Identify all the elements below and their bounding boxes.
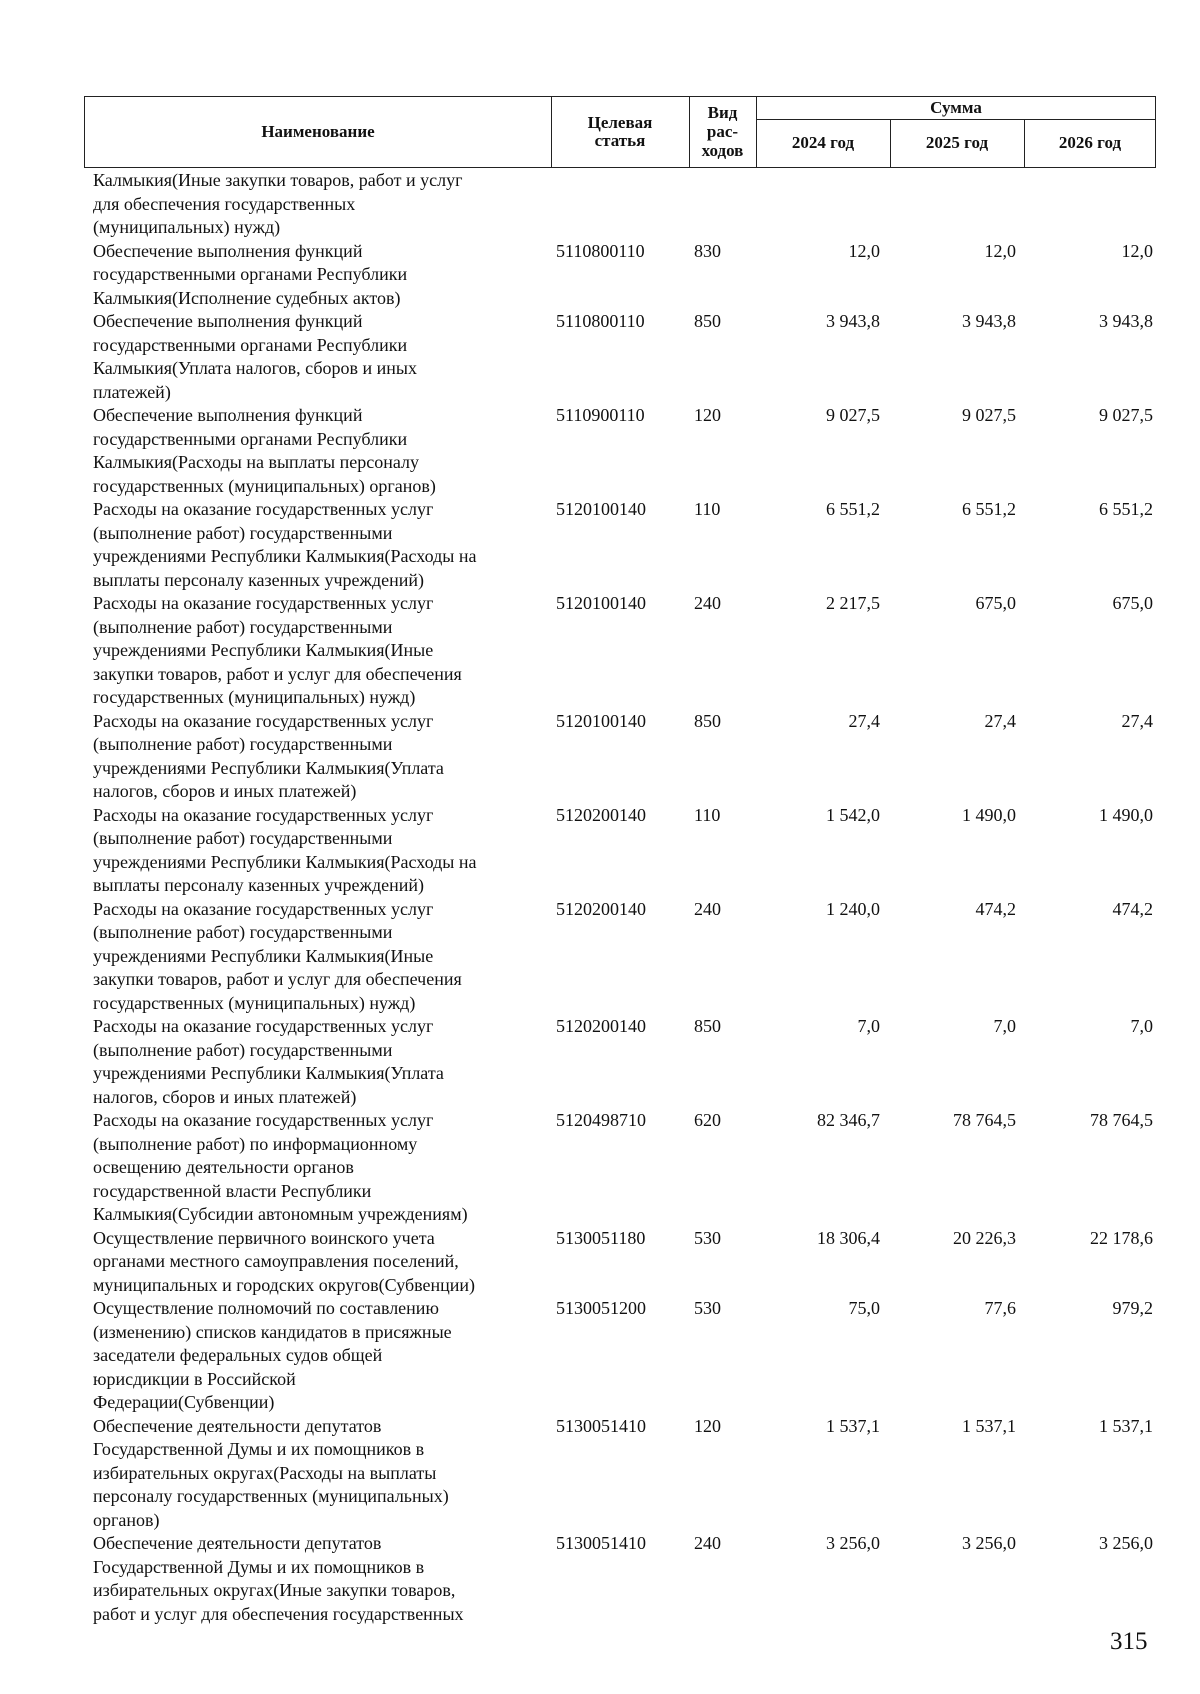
row-name <box>93 804 538 898</box>
row-expense-type: 240 <box>694 898 721 919</box>
row-name-line: (выполнение работ) государственными <box>93 522 393 543</box>
row-name-line: (изменению) списков кандидатов в присяжные <box>93 1321 452 1342</box>
row-sum-2026: 1 537,1 <box>1099 1415 1153 1436</box>
row-name <box>93 310 538 404</box>
row-name-line: Осуществление полномочий по составлению <box>93 1298 439 1318</box>
row-target-code: 5120100140 <box>556 593 646 613</box>
row-target-code: 5120100140 <box>556 499 646 519</box>
row-sum-2026: 27,4 <box>1121 710 1153 731</box>
row-name-line: закупки товаров, работ и услуг для обеспечения <box>93 969 462 989</box>
header-vid: Вид рас- ходов <box>701 103 744 160</box>
row-sum-2025: 6 551,2 <box>962 499 1016 519</box>
row-expense-type: 110 <box>694 804 721 825</box>
row-name-line: муниципальных и городских округов(Субвенции) <box>93 1274 476 1295</box>
row-name-line: государственных (муниципальных) нужд) <box>93 992 416 1013</box>
row-name-line: персоналу государственных (муниципальных) <box>93 1486 449 1506</box>
row-sum-2025: 9 027,5 <box>962 405 1016 425</box>
row-target-code: 5110800110 <box>556 240 645 261</box>
row-name-line: Калмыкия(Субсидии автономным учреждениям) <box>93 1204 468 1224</box>
row-name-line: государственными органами Республики <box>93 428 408 449</box>
row-target-code: 5110800110 <box>556 311 645 331</box>
row-name <box>93 1415 538 1533</box>
row-sum-2025: 77,6 <box>984 1298 1016 1318</box>
row-name-line: Калмыкия(Иные закупки товаров, работ и услуг <box>93 170 463 190</box>
row-name-line: государственными органами Республики <box>93 334 408 355</box>
row-name-line: Обеспечение выполнения функций <box>93 405 363 425</box>
row-name <box>93 1109 538 1227</box>
row-sum-2025: 474,2 <box>975 898 1016 919</box>
row-name-line: Калмыкия(Расходы на выплаты персоналу <box>93 452 420 472</box>
header-year-2025: 2025 год <box>925 132 989 152</box>
row-expense-type: 110 <box>694 499 721 519</box>
row-target-code: 5120498710 <box>556 1110 646 1130</box>
row-target-code: 5130051200 <box>556 1298 646 1318</box>
row-sum-2024: 82 346,7 <box>817 1110 880 1130</box>
row-name-line: учреждениями Республики Калмыкия(Уплата <box>93 1063 444 1083</box>
row-name-line: заседатели федеральных судов общей <box>93 1345 383 1365</box>
row-name-line: (выполнение работ) государственными <box>93 828 393 848</box>
row-sum-2026: 6 551,2 <box>1099 499 1153 519</box>
row-sum-2026: 12,0 <box>1121 240 1153 261</box>
row-sum-2026: 22 178,6 <box>1090 1227 1153 1248</box>
row-sum-2025: 3 943,8 <box>962 311 1016 331</box>
row-sum-2024: 7,0 <box>857 1016 880 1036</box>
row-name-line: Обеспечение деятельности депутатов <box>93 1415 382 1436</box>
row-sum-2025: 78 764,5 <box>953 1110 1016 1130</box>
row-sum-2024: 3 943,8 <box>826 311 880 331</box>
page-number: 315 <box>1110 1628 1148 1655</box>
row-name <box>93 240 538 311</box>
row-name-line: избирательных округах(Иные закупки товаров, <box>93 1580 456 1600</box>
row-sum-2024: 1 240,0 <box>826 898 880 919</box>
row-name-line: закупки товаров, работ и услуг для обеспечения <box>93 663 462 684</box>
row-name-line: (выполнение работ) государственными <box>93 1039 393 1060</box>
row-sum-2024: 18 306,4 <box>817 1227 880 1248</box>
row-name <box>93 1015 538 1109</box>
row-name-line: учреждениями Республики Калмыкия(Иные <box>93 945 434 966</box>
row-target-code: 5120200140 <box>556 1016 646 1036</box>
row-name-line: Калмыкия(Уплата налогов, сборов и иных <box>93 358 417 378</box>
row-name-line: учреждениями Республики Калмыкия(Уплата <box>93 757 444 778</box>
row-sum-2026: 9 027,5 <box>1099 405 1153 425</box>
row-sum-2024: 9 027,5 <box>826 405 880 425</box>
row-name-line: Расходы на оказание государственных услуг <box>93 804 434 825</box>
row-name <box>93 1532 538 1626</box>
row-expense-type: 120 <box>694 405 721 425</box>
header-sum: Сумма <box>930 98 982 117</box>
row-sum-2024: 75,0 <box>848 1298 880 1318</box>
row-sum-2024: 27,4 <box>848 710 880 731</box>
row-sum-2025: 7,0 <box>993 1016 1016 1036</box>
row-name-line: учреждениями Республики Калмыкия(Иные <box>93 640 434 660</box>
row-name-line: Расходы на оказание государственных услуг <box>93 898 434 919</box>
row-name-line: налогов, сборов и иных платежей) <box>93 1086 357 1107</box>
row-name-line: Обеспечение деятельности депутатов <box>93 1533 382 1553</box>
row-sum-2025: 20 226,3 <box>953 1227 1016 1248</box>
row-name-line: Государственной Думы и их помощников в <box>93 1556 425 1577</box>
row-name-line: Обеспечение выполнения функций <box>93 240 363 261</box>
row-expense-type: 530 <box>694 1298 721 1318</box>
row-name-line: работ и услуг для обеспечения государственных <box>93 1603 464 1624</box>
row-name-line: органов) <box>93 1509 160 1530</box>
row-target-code: 5120200140 <box>556 804 646 825</box>
row-expense-type: 850 <box>694 710 721 731</box>
table-header <box>84 96 1156 168</box>
row-name-line: органами местного самоуправления поселений, <box>93 1251 459 1271</box>
row-sum-2025: 12,0 <box>984 240 1016 261</box>
row-name-line: государственных (муниципальных) органов) <box>93 475 436 496</box>
row-name-line: государственными органами Республики <box>93 264 408 284</box>
row-expense-type: 830 <box>694 240 721 261</box>
row-name-line: выплаты персоналу казенных учреждений) <box>93 569 425 590</box>
row-expense-type: 240 <box>694 593 721 613</box>
row-sum-2026: 7,0 <box>1130 1016 1153 1036</box>
row-sum-2026: 675,0 <box>1112 593 1153 613</box>
row-name <box>93 898 538 1016</box>
row-name-line: государственной власти Республики <box>93 1180 372 1201</box>
row-sum-2026: 78 764,5 <box>1090 1110 1153 1130</box>
row-expense-type: 620 <box>694 1110 721 1130</box>
row-target-code: 5120200140 <box>556 898 646 919</box>
row-sum-2024: 1 542,0 <box>826 804 880 825</box>
row-name-line: для обеспечения государственных <box>93 193 356 214</box>
row-name-line: учреждениями Республики Калмыкия(Расходы на <box>93 851 477 872</box>
header-year-2024: 2024 год <box>791 132 855 152</box>
header-name: Наименование <box>261 121 375 141</box>
row-name-line: (выполнение работ) государственными <box>93 616 393 637</box>
row-name-line: платежей) <box>93 381 171 402</box>
row-sum-2026: 979,2 <box>1112 1298 1153 1318</box>
row-sum-2025: 675,0 <box>975 593 1016 613</box>
row-sum-2025: 1 490,0 <box>962 804 1016 825</box>
row-name-line: Обеспечение выполнения функций <box>93 311 363 331</box>
row-name-line: Государственной Думы и их помощников в <box>93 1439 425 1459</box>
row-name <box>93 1297 538 1415</box>
row-sum-2024: 3 256,0 <box>826 1533 880 1553</box>
row-name-line: Расходы на оказание государственных услуг <box>93 1016 434 1036</box>
header-year-2026: 2026 год <box>1058 132 1122 152</box>
row-target-code: 5130051180 <box>556 1227 646 1248</box>
row-expense-type: 530 <box>694 1227 721 1248</box>
row-name-line: государственных (муниципальных) нужд) <box>93 687 416 707</box>
row-sum-2025: 27,4 <box>984 710 1016 731</box>
row-name <box>93 498 538 592</box>
row-name <box>93 404 538 498</box>
row-name <box>93 592 538 710</box>
row-name <box>93 1227 538 1298</box>
row-name-line: (выполнение работ) государственными <box>93 734 393 754</box>
row-name-line: выплаты персоналу казенных учреждений) <box>93 875 425 895</box>
row-sum-2026: 3 256,0 <box>1099 1533 1153 1553</box>
row-sum-2026: 3 943,8 <box>1099 311 1153 331</box>
header-target: Целевая статья <box>587 112 653 150</box>
row-expense-type: 240 <box>694 1533 721 1553</box>
row-target-code: 5110900110 <box>556 405 645 425</box>
row-sum-2025: 1 537,1 <box>962 1415 1016 1436</box>
row-name-line: налогов, сборов и иных платежей) <box>93 781 357 801</box>
row-expense-type: 120 <box>694 1415 721 1436</box>
row-name <box>93 169 538 240</box>
row-name-line: Расходы на оказание государственных услуг <box>93 710 434 731</box>
row-name-line: Осуществление первичного воинского учета <box>93 1227 435 1248</box>
row-sum-2026: 1 490,0 <box>1099 804 1153 825</box>
row-name-line: Расходы на оказание государственных услуг <box>93 593 434 613</box>
row-sum-2024: 12,0 <box>848 240 880 261</box>
row-name-line: Расходы на оказание государственных услуг <box>93 499 434 519</box>
row-sum-2026: 474,2 <box>1112 898 1153 919</box>
row-target-code: 5130051410 <box>556 1533 646 1553</box>
row-sum-2024: 1 537,1 <box>826 1415 880 1436</box>
row-name <box>93 710 538 804</box>
row-expense-type: 850 <box>694 311 721 331</box>
row-name-line: избирательных округах(Расходы на выплаты <box>93 1462 437 1483</box>
row-name-line: Калмыкия(Исполнение судебных актов) <box>93 287 401 308</box>
row-name-line: Расходы на оказание государственных услуг <box>93 1110 434 1130</box>
row-name-line: (муниципальных) нужд) <box>93 217 281 237</box>
row-name-line: (выполнение работ) по информационному <box>93 1133 418 1154</box>
row-sum-2024: 2 217,5 <box>826 593 880 613</box>
row-sum-2025: 3 256,0 <box>962 1533 1016 1553</box>
row-sum-2024: 6 551,2 <box>826 499 880 519</box>
row-target-code: 5130051410 <box>556 1415 646 1436</box>
row-name-line: (выполнение работ) государственными <box>93 922 393 942</box>
row-name-line: учреждениями Республики Калмыкия(Расходы на <box>93 546 477 566</box>
row-target-code: 5120100140 <box>556 710 646 731</box>
row-name-line: Федерации(Субвенции) <box>93 1392 275 1412</box>
row-expense-type: 850 <box>694 1016 721 1036</box>
row-name-line: юрисдикции в Российской <box>93 1368 296 1389</box>
row-name-line: освещению деятельности органов <box>93 1157 354 1177</box>
